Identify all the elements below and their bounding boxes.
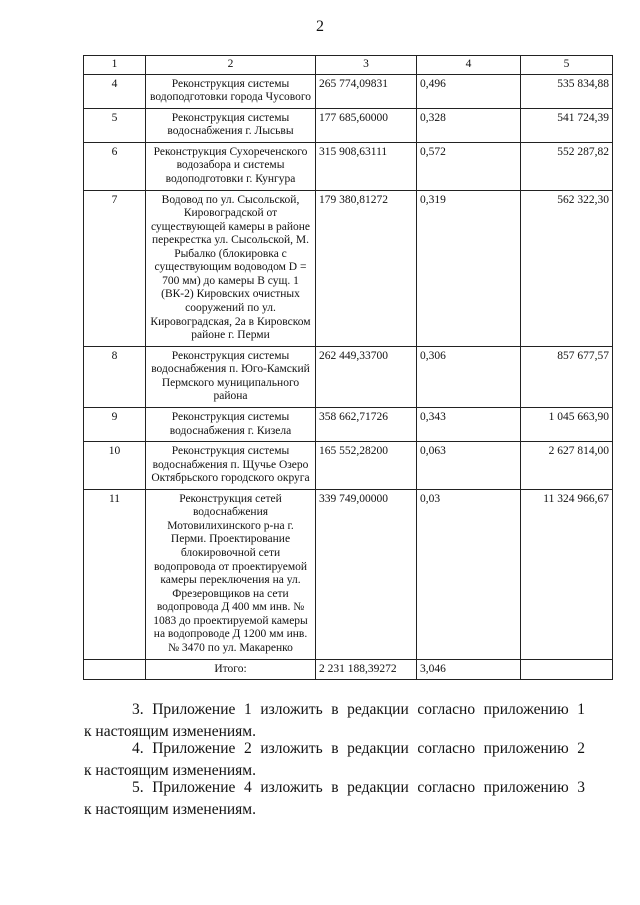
paragraph-3 — [84, 699, 585, 743]
table-row — [84, 142, 613, 190]
table-row — [84, 489, 613, 659]
paragraph-line: к настоящим изменениям. — [84, 801, 256, 818]
capacity-value: 0,03 — [417, 489, 521, 659]
paragraph-line: 4. Приложение 2 изложить в редакции согласно приложению 2 — [132, 740, 585, 757]
row-number: 7 — [84, 190, 146, 346]
capacity-value: 0,063 — [417, 442, 521, 490]
capacity-value: 0,328 — [417, 108, 521, 142]
column-header: 5 — [521, 56, 613, 75]
paragraph-line: к настоящим изменениям. — [84, 723, 256, 740]
project-name: Реконструкция системы водоснабжения п. Щучье Озеро Октябрьского городского округа — [146, 442, 316, 490]
unit-cost-value: 1 045 663,90 — [521, 407, 613, 441]
cost-value: 358 662,71726 — [316, 407, 417, 441]
capacity-value: 0,306 — [417, 346, 521, 407]
cost-value: 179 380,81272 — [316, 190, 417, 346]
unit-cost-value: 857 677,57 — [521, 346, 613, 407]
total-row — [84, 659, 613, 680]
table-row — [84, 346, 613, 407]
capacity-value: 0,343 — [417, 407, 521, 441]
projects-table — [83, 55, 613, 680]
empty-cell — [84, 659, 146, 680]
cost-value: 177 685,60000 — [316, 108, 417, 142]
row-number: 10 — [84, 442, 146, 490]
cost-value: 315 908,63111 — [316, 142, 417, 190]
table-row — [84, 407, 613, 441]
column-header: 2 — [146, 56, 316, 75]
project-name: Водовод по ул. Сысольской, Кировоградской от существующей камеры в районе перекрестка ул. Сысольской, М. Рыбалко (блокировка с существующим водоводом D = 700 мм) до камеры В сущ. 1 (ВК-2) Кировских очистных сооружений по ул. Кировоградская, 2а в Кировском районе г. Перми — [146, 190, 316, 346]
row-number: 8 — [84, 346, 146, 407]
total-unit-cost-value — [521, 659, 613, 680]
column-header: 1 — [84, 56, 146, 75]
unit-cost-value: 11 324 966,67 — [521, 489, 613, 659]
cost-value: 339 749,00000 — [316, 489, 417, 659]
unit-cost-value: 562 322,30 — [521, 190, 613, 346]
unit-cost-value: 552 287,82 — [521, 142, 613, 190]
table-row — [84, 190, 613, 346]
row-number: 6 — [84, 142, 146, 190]
column-header: 4 — [417, 56, 521, 75]
project-name: Реконструкция системы водоснабжения г. Кизела — [146, 407, 316, 441]
table-row — [84, 442, 613, 490]
total-capacity-value: 3,046 — [417, 659, 521, 680]
capacity-value: 0,572 — [417, 142, 521, 190]
paragraph-line: к настоящим изменениям. — [84, 762, 256, 779]
capacity-value: 0,319 — [417, 190, 521, 346]
paragraph-4 — [84, 738, 585, 782]
total-label: Итого: — [146, 659, 316, 680]
paragraph-5 — [84, 777, 585, 821]
project-name: Реконструкция системы водоснабжения г. Лысьвы — [146, 108, 316, 142]
project-name: Реконструкция Сухореченского водозабора и системы водоподготовки г. Кунгура — [146, 142, 316, 190]
cost-value: 262 449,33700 — [316, 346, 417, 407]
unit-cost-value: 541 724,39 — [521, 108, 613, 142]
paragraph-line: 3. Приложение 1 изложить в редакции согласно приложению 1 — [132, 701, 585, 718]
cost-value: 265 774,09831 — [316, 74, 417, 108]
column-header: 3 — [316, 56, 417, 75]
page-number: 2 — [316, 18, 324, 35]
total-cost-value: 2 231 188,39272 — [316, 659, 417, 680]
row-number: 5 — [84, 108, 146, 142]
table-row — [84, 74, 613, 108]
table-header-row — [84, 56, 613, 75]
row-number: 9 — [84, 407, 146, 441]
project-name: Реконструкция системы водоподготовки города Чусового — [146, 74, 316, 108]
capacity-value: 0,496 — [417, 74, 521, 108]
project-name: Реконструкция системы водоснабжения п. Юго-Камский Пермского муниципального района — [146, 346, 316, 407]
table-row — [84, 108, 613, 142]
row-number: 4 — [84, 74, 146, 108]
unit-cost-value: 2 627 814,00 — [521, 442, 613, 490]
row-number: 11 — [84, 489, 146, 659]
project-name: Реконструкция сетей водоснабжения Мотовилихинского р-на г. Перми. Проектирование блокировочной сети водопровода от проектируемой камеры переключения на ул. Фрезеровщиков на сети водопровода Д 400 мм инв. № 1083 до проектируемой камеры на водопроводе Д 1200 мм инв. № 3470 по ул. Макаренко — [146, 489, 316, 659]
paragraph-line: 5. Приложение 4 изложить в редакции согласно приложению 3 — [132, 779, 585, 796]
cost-value: 165 552,28200 — [316, 442, 417, 490]
unit-cost-value: 535 834,88 — [521, 74, 613, 108]
